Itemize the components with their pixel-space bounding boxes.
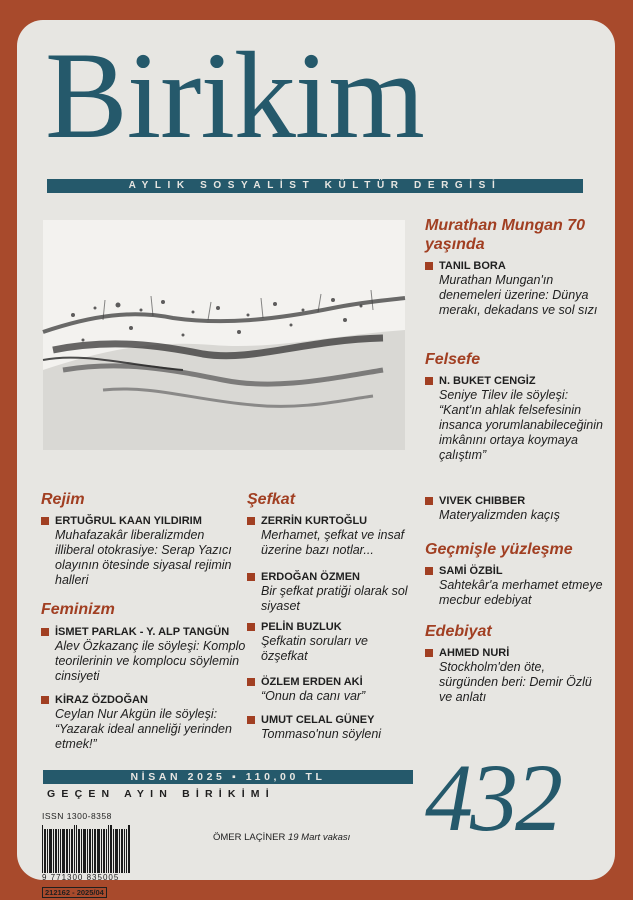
entry-author: VIVEK CHIBBER xyxy=(425,495,613,508)
section-title-sefkat: Şefkat xyxy=(247,491,296,508)
entry-title: Ceylan Nur Akgün ile söyleşi: “Yazarak ideal anneliği yerinden etmek!” xyxy=(55,707,232,751)
barcode-icon xyxy=(42,823,162,873)
entry-title: Murathan Mungan'ın denemeleri üzerine: Dünya merakı, dekadans ve sol sızı xyxy=(439,273,598,317)
entry-author: ERTUĞRUL KAAN YILDIRIM xyxy=(41,515,241,528)
entry-title: Tommaso'nun söyleni xyxy=(261,727,382,741)
entry-vivek-chibber[interactable] xyxy=(425,495,613,523)
section-title-rejim: Rejim xyxy=(41,491,85,508)
masthead-title: Birikim xyxy=(45,27,424,164)
issue-date-price-bar: NİSAN 2025 ▪ 110,00 TL xyxy=(43,770,413,784)
entry-umut-celal[interactable] xyxy=(247,714,412,742)
entry-author: UMUT CELAL GÜNEY xyxy=(247,714,412,727)
entry-author: KİRAZ ÖZDOĞAN xyxy=(41,694,246,707)
entry-author: N. BUKET CENGİZ xyxy=(425,375,610,388)
section-title-felsefe: Felsefe xyxy=(425,351,481,368)
entry-author: TANIL BORA xyxy=(425,260,613,273)
entry-kiraz-ozdogan[interactable] xyxy=(41,694,246,752)
entry-author: ÖZLEM ERDEN AKİ xyxy=(247,676,412,689)
tagline-bar: AYLIK SOSYALİST KÜLTÜR DERGİSİ xyxy=(47,179,583,193)
section-title-feminizm: Feminizm xyxy=(41,601,115,618)
entry-title: Merhamet, şefkat ve insaf üzerine bazı notlar... xyxy=(261,528,405,557)
entry-title: Sahtekâr'a merhamet etmeye mecbur edebiyat xyxy=(439,578,603,607)
entry-erdogan-ozmen[interactable] xyxy=(247,571,412,614)
barcode-digits: 9 771300 835005 xyxy=(42,873,120,882)
entry-author: ZERRİN KURTOĞLU xyxy=(247,515,412,528)
entry-title: Stockholm'den öte, sürgünden beri: Demir Özlü ve anlatı xyxy=(439,660,592,704)
entry-tanil-bora[interactable] xyxy=(425,260,613,318)
issue-code: 212162 - 2025/04 xyxy=(42,887,107,898)
barcode-block xyxy=(42,811,162,900)
entry-title: Alev Özkazanç ile söyleşi: Komplo teorilerinin ve komplocu söylemin cinsiyeti xyxy=(55,639,246,683)
entry-author: ERDOĞAN ÖZMEN xyxy=(247,571,412,584)
section-title-gecmisle: Geçmişle yüzleşme xyxy=(425,541,573,558)
entry-title: Materyalizmden kaçış xyxy=(439,508,560,522)
entry-ertugrul-kaan[interactable] xyxy=(41,515,241,588)
issue-number: 432 xyxy=(425,744,560,851)
previous-issue-item[interactable] xyxy=(213,832,350,843)
section-title-edebiyat: Edebiyat xyxy=(425,623,492,640)
section-title-murathan: Murathan Mungan 70 yaşında xyxy=(425,217,586,253)
entry-buket-cengiz[interactable] xyxy=(425,375,610,463)
right-column xyxy=(425,216,613,254)
entry-ozlem-erden[interactable] xyxy=(247,676,412,704)
entry-ahmed-nuri[interactable] xyxy=(425,647,605,705)
entry-zerrin-kurtoglu[interactable] xyxy=(247,515,412,558)
entry-ismet-parlak[interactable] xyxy=(41,626,246,684)
entry-pelin-buzluk[interactable] xyxy=(247,621,412,664)
issn-label: ISSN 1300-8358 xyxy=(42,811,112,821)
entry-author: SAMİ ÖZBİL xyxy=(425,565,613,578)
entry-sami-ozbil[interactable] xyxy=(425,565,613,608)
magazine-cover xyxy=(17,20,615,897)
entry-title: Şefkatin soruları ve özşefkat xyxy=(261,634,368,663)
entry-title: Seniye Tilev ile söyleşi: “Kant'ın ahlak felsefesinin insanca yorumlanabileceğinin imkânını ortaya koymaya çalıştım” xyxy=(439,388,603,462)
previous-issue-label: GEÇEN AYIN BİRİKİMİ xyxy=(47,788,275,800)
cover-artwork xyxy=(43,220,405,450)
entry-title: Muhafazakâr liberalizmden illiberal otokrasiye: Serap Yazıcı olayının ötesinde siyasal rejimin halleri xyxy=(55,528,232,587)
entry-title: Bir şefkat pratiği olarak sol siyaset xyxy=(261,584,408,613)
entry-author: PELİN BUZLUK xyxy=(247,621,412,634)
entry-author: AHMED NURİ xyxy=(425,647,605,660)
previous-item-author: ÖMER LAÇİNER xyxy=(213,832,286,843)
entry-title: “Onun da canı var” xyxy=(261,689,366,703)
entry-author: İSMET PARLAK - Y. ALP TANGÜN xyxy=(41,626,246,639)
previous-item-title: 19 Mart vakası xyxy=(287,832,351,843)
